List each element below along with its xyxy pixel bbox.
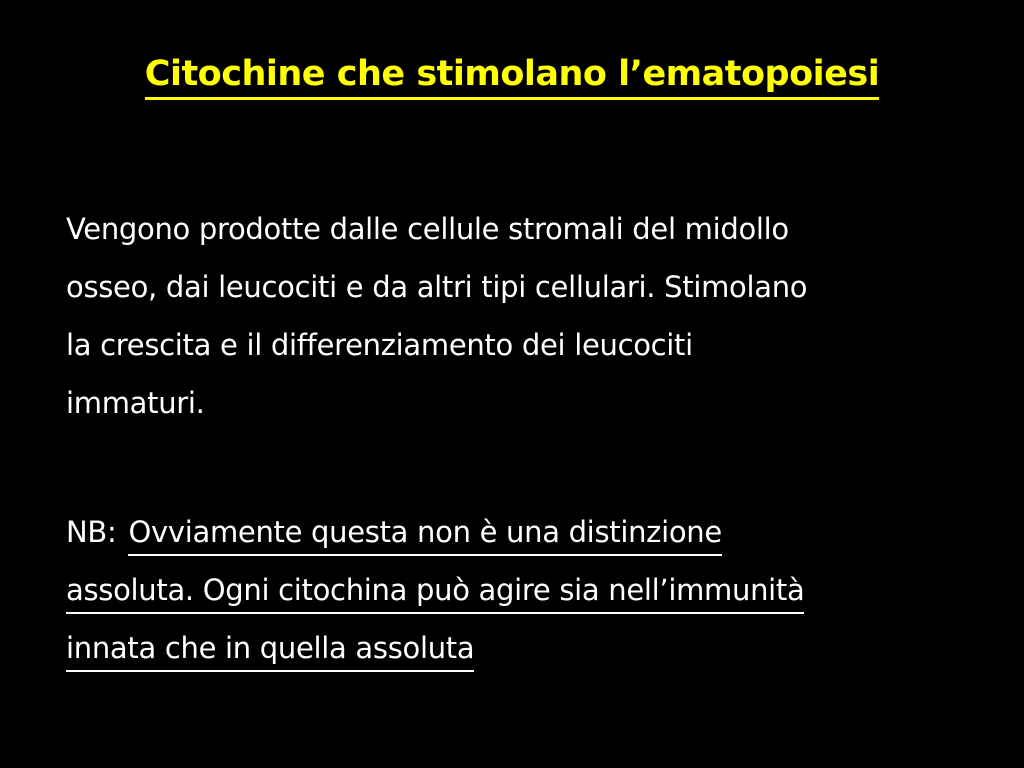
nb-paragraph bbox=[66, 503, 964, 677]
nb-line bbox=[66, 561, 964, 619]
nb-underlined-text: assoluta. Ogni citochina può agire sia nell’immunità bbox=[66, 573, 804, 614]
body-line: Vengono prodotte dalle cellule stromali del midollo bbox=[66, 212, 789, 246]
slide-title-text: Citochine che stimolano l’ematopoiesi bbox=[145, 54, 879, 100]
body-line: osseo, dai leucociti e da altri tipi cellulari. Stimolano bbox=[66, 270, 808, 304]
body-paragraph bbox=[66, 200, 964, 432]
slide-title bbox=[0, 54, 1024, 94]
nb-prefix: NB: bbox=[66, 515, 117, 549]
nb-underlined-text: Ovviamente questa non è una distinzione bbox=[128, 515, 721, 556]
nb-line bbox=[66, 503, 964, 561]
body-line: la crescita e il differenziamento dei leucociti bbox=[66, 328, 693, 362]
body-line: immaturi. bbox=[66, 386, 205, 420]
nb-line bbox=[66, 619, 964, 677]
nb-underlined-text: innata che in quella assoluta bbox=[66, 631, 474, 672]
